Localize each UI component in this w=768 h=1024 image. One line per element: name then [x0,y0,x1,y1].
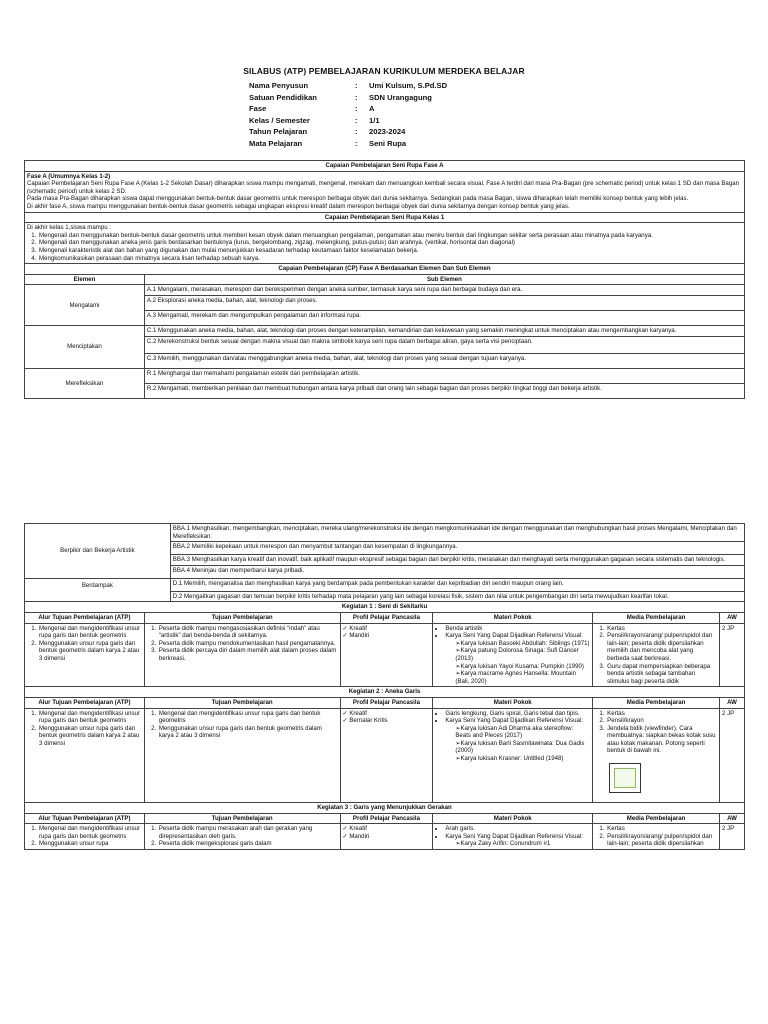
list-item: 1. Peserta didik mampu merasakan arah dan gerakan yang direpresentasikan oleh garis. [158,825,338,840]
atp-cell [25,708,145,803]
sub-elemen: A.1 Mengalami, merasakan, merespon dan bereksperimen dengan aneka sumber, termasuk karya seni rupa dari berbagai budaya dan era. [144,285,744,296]
media-cell [593,623,720,687]
sub-elemen: R.1 Menghargai dan memahami pengalaman estetik dan pembelajaran artistik. [144,368,744,383]
list-item: 1. Mengenal dan mengidentifikasi unsur rupa garis dan bentuk geometris [158,710,338,725]
column-header-atp: Alur Tujuan Pembelajaran (ATP) [25,813,145,824]
atp-cell [25,824,145,850]
column-header-tujuan: Tujuan Pembelajaran [144,813,340,824]
table-row [25,326,745,337]
list-item: 2. Peserta didik mampu mendokumentasikan hasil pengamatannya. [158,640,338,648]
column-header-aw: AW [719,813,744,824]
column-header-materi: Materi Pokok [433,697,593,708]
sub-elemen: A.3 Mengamati, merekam dan mengumpulkan pengalaman dan informasi rupa. [144,311,744,326]
list-item: 3. Guru dapat mempersiapkan beberapa benda artistik sebagai tambahan stimulus bagi peserta didik [606,663,717,686]
field-kelas-semester: Kelas / Semester : 1/1 [249,115,380,125]
list-item: 3. Peserta didik percaya diri dalam memilih alat dalam proses dalam berkreasi. [158,647,338,662]
profil-cell [340,708,433,803]
column-header-media: Media Pembelajaran [593,612,720,623]
kegiatan-3-title: Kegiatan 3 : Garis yang Menunjukkan Gerakan [25,803,745,814]
field-nama-penyusun: Nama Penyusun : Umi Kulsum, S.Pd.SD [249,81,448,90]
sub-elemen: C.2 Merekonstruksi bentuk sesuai dengan makna visual dan makna simbolik karya seni rupa dalam berbagai aliran, gaya serta visi penciptaan. [144,336,744,353]
column-header-media: Media Pembelajaran [593,813,720,824]
table-row [25,708,745,803]
list-item: ✓ Mandiri [343,833,431,841]
list-item: 2. Pensil/krayon/arang/ pulpen/spidol dan lain-lain; peserta didik dipersilahkan memilih dan mencoba alat yang berbeda saat berkreasi. [606,632,717,662]
profil-cell [340,623,433,687]
sub-elemen: A.2 Eksplorasi aneka media, bahan, alat, teknologi dan proses. [144,296,744,311]
materi-cell [433,824,593,850]
table-row [25,578,745,591]
column-header-tujuan: Tujuan Pembelajaran [144,612,340,623]
cp-fase-title: Capaian Pembelajaran Seni Rupa Fase A [25,161,745,172]
list-item: ✓ Kreatif [343,710,431,718]
sub-elemen: R.2 Mengamati, memberikan penilaian dan membuat hubungan antara karya pribadi dan orang lain sebagai bagian dari proses berpikir tingkat tinggi dan bekerja artistik. [144,383,744,398]
cp-elemen-title: Capaian Pembelajaran (CP) Fase A Berdasarkan Elemen Dan Sub Elemen [25,264,745,275]
list-item: 3. Mengenali karakteristik alat dan bahan yang digunakan dan mulai menunjukkan kesadaran terhadap keutamaan faktor keselamatan bekerja. [38,247,742,255]
aw-cell: 2 JP [719,708,744,803]
column-header-atp: Alur Tujuan Pembelajaran (ATP) [25,612,145,623]
column-header-aw: AW [719,697,744,708]
materi-cell [433,708,593,803]
tujuan-cell [144,824,340,850]
list-item: 3. Jendela bidik (viewfinder). Cara membuatnya: siapkan bekas kotak susu atau kotak makanan. Potong seperti bentuk di bawah ini. [606,725,717,755]
list-item: 1. Mengenali dan menggunakan bentuk-bentuk dasar geometris untuk memberi kesan obyek dalam menuangkan pengalaman, pengamatan atau meniru bentuk dari lingkungan sekitar serta perasaan atau minatnya pada karyanya. [38,232,742,240]
tujuan-cell [144,623,340,687]
list-item: 2. Menggunakan unsur rupa garis dan bentuk geometris dalam karya 2 atau 3 dimensi [38,640,142,663]
list-item: ➢ Karya lukisan Krasner: Untitled (1948) [455,755,590,763]
fase-paragraph: Capaian Pembelajaran Seni Rupa Fase A (Kelas 1-2 Sekolah Dasar) diharapkan siswa mampu mengamati, mengenal, merekam dan menuangkan kembali secara visual. Fase A terdiri dari masa Pra-Bagan (pre schematic period) untuk kelas 1 SD dan masa Bagan (schematic period) untuk kelas 2 SD. [27,180,739,195]
list-item: ✓ Kreatif [343,625,431,633]
sub-elemen: D.2 Mengaitkan gagasan dan temuan berpikir kritis terhadap mata pelajaran yang lain sebagai korelasi fisik, sistem dan nilai untuk pengembangan diri serta mewujudkan kearifan lokal. [170,591,744,602]
kegiatan-header-row [25,697,745,708]
elemen-menciptakan: Menciptakan [25,326,145,369]
sub-elemen: C.1 Menggunakan aneka media, bahan, alat, teknologi dan proses dengan keterampilan, kemandirian dan keluwesan yang semakin meningkat untuk menciptakan atau mengembangkan karyanya. [144,326,744,337]
aw-cell: 2 JP [719,623,744,687]
field-tahun-pelajaran: Tahun Pelajaran : 2023-2024 [249,127,406,137]
column-header-media: Media Pembelajaran [593,697,720,708]
list-item: ➢ Karya macrame Agnes Hansella: Mountain (Bali, 2020) [455,670,590,685]
sub-elemen: BBA.1 Menghasilkan, mengembangkan, menciptakan, mereka ulang/merekonstruksi ide dengan mengkomunikasikan ide dengan menggunakan dan menghubungkan hasil proses Mengalami, Menciptakan dan Merefleksikan. [170,524,744,542]
elemen-berdampak: Berdampak [25,578,171,602]
table-row [25,824,745,850]
kegiatan-header-row [25,612,745,623]
list-item: ✓ Mandiri [343,632,431,640]
table-row [25,623,745,687]
field-satuan-pendidikan: Satuan Pendidikan : SDN Urangagung [249,92,432,102]
list-item: • Karya Seni Yang Dapat Dijadikan Referensi Visual: ➢ Karya Zaky Arifin: Conundrum #1 [445,833,590,848]
sub-elemen: D.1 Memilih, menganalisa dan menghasilkan karya yang berdampak pada pembentukan karakter dan kepribadian diri sendiri maupun orang lain. [170,578,744,591]
list-item: ➢ Karya lukisan Basoeki Abdullah: Siblings (1971) [455,640,590,648]
media-cell [593,824,720,850]
column-header-materi: Materi Pokok [433,813,593,824]
list-item: 4. Mengkomunikasikan perasaan dan minatnya secara lisan terhadap sebuah karya. [38,255,742,263]
identity-fields [249,80,447,150]
column-header-tujuan: Tujuan Pembelajaran [144,697,340,708]
list-item: 1. Mengenal dan mengidentifikasi unsur rupa garis dan bentuk geometris [38,625,142,640]
sub-elemen: C.3 Memilih, menggunakan dan/atau menggabungkan aneka media, bahan, alat, teknologi dan proses yang sesuai dengan tujuan karyanya. [144,353,744,368]
list-item: 1. Kertas [606,710,717,718]
cp-kelas-title: Capaian Pembelajaran Seni Rupa Kelas 1 [25,212,745,223]
list-item: ✓ Kreatif [343,825,431,833]
list-item: • Garis lengkung, Garis spiral, Garis tebal dan tipis. [445,710,590,718]
aw-cell: 2 JP [719,824,744,850]
list-item: ➢ Karya lukisan Adi Dharma aka stereoflow: Beats and Pieces (2017) [455,725,590,740]
profil-cell [340,824,433,850]
list-item: 1. Kertas [606,825,717,833]
kelas-list [27,232,742,262]
list-item: 1. Mengenal dan mengidentifikasi unsur rupa garis dan bentuk geometris [38,825,142,840]
atp-table [24,523,745,850]
media-cell [593,708,720,803]
sub-elemen: BBA.4 Meninjau dan memperbarui karya pribadi. [170,565,744,578]
list-item: 2. Menggunakan unsur rupa [38,840,142,848]
list-item: ➢ Karya patung Dolorosa Sinaga: Sufi Dancer (2013) [455,647,590,662]
document-title: SILABUS (ATP) PEMBELAJARAN KURIKULUM MERDEKA BELAJAR [243,66,525,76]
list-item: • Arah garis. [445,825,590,833]
list-item: 2. Peserta didik mengeksplorasi garis dalam [158,840,338,848]
cp-kelas-description [25,223,745,264]
elemen-mengalami: Mengalami [25,285,145,326]
field-mata-pelajaran: Mata Pelajaran : Seni Rupa [249,138,407,148]
column-header-materi: Materi Pokok [433,612,593,623]
list-item: • Karya Seni Yang Dapat Dijadikan Referensi Visual: ➢ Karya lukisan Basoeki Abdullah: Siblings (1971) ➢ Karya patung Dolorosa Sinaga: Sufi Dancer (2013) ➢ Karya lukisan Yayoi Kusama: Pumpkin (1990) ➢ Karya macrame Agnes Hansella: Mountain (Bali, 2020) [445,632,590,685]
list-item: • Karya Seni Yang Dapat Dijadikan Referensi Visual: ➢ Karya lukisan Adi Dharma aka stereoflow: Beats and Pieces (2017) ➢ Karya lukisan Barli Sasmitawinata: Dua Gadis (2000) ➢ Karya lukisan Krasner: Untitled (1948) [445,717,590,763]
elemen-merefleksikan: Merefleksikan [25,368,145,398]
list-item: 2. Menggunakan unsur rupa garis dan bentuk geometris dalam karya 2 atau 3 dimensi [158,725,338,740]
list-item: 1. Mengenal dan mengidentifikasi unsur rupa garis dan bentuk geometris [38,710,142,725]
list-item: ✓ Bernalar Kritis [343,717,431,725]
table-row [25,368,745,383]
viewfinder-image [609,763,641,793]
list-item: 1. Kertas [606,625,717,633]
column-header-aw: AW [719,612,744,623]
kegiatan-header-row [25,813,745,824]
cp-fase-description [25,171,745,212]
column-header-profil: Profil Pelajar Pancasila [340,697,433,708]
list-item: 2. Mengenali dan menggunakan aneka jenis garis berdasarkan bentuknya (lurus, bergelombang, zigzag, melengkung, putus-putus) dan arahnya. (vertikal, horisontal dan diagonal) [38,239,742,247]
kegiatan-1-title: Kegiatan 1 : Seni di Sekitarku [25,602,745,613]
table-row [25,524,745,542]
list-item: ➢ Karya lukisan Barli Sasmitawinata: Dua Gadis (2000) [455,740,590,755]
list-item: 2. Pensil/krayon [606,717,717,725]
viewfinder-window-icon [614,768,636,788]
list-item: ➢ Karya Zaky Arifin: Conundrum #1 [455,840,590,848]
column-header-profil: Profil Pelajar Pancasila [340,813,433,824]
column-header-sub-elemen: Sub Elemen [144,274,744,285]
list-item: 1. Peserta didik mampu mengasosiasikan definisi “indah” atau “artistik” dari benda-benda di sekitarnya. [158,625,338,640]
syllabus-header [0,66,768,148]
tujuan-cell [144,708,340,803]
fase-paragraph: Di akhir fase A, siswa mampu menggunakan bentuk-bentuk dasar geometris sebagai ungkapan ekspresi kreatif dalam merespon berbagai obyek dari dunia sekitarnya dengan konsep bentuk yang jelas. [27,202,570,210]
list-item: • Benda artistik [445,625,590,633]
column-header-profil: Profil Pelajar Pancasila [340,612,433,623]
sub-elemen: BBA.2 Memiliki kepekaan untuk merespon dan menyambut tantangan dan kesempatan di lingkungannya. [170,542,744,555]
field-fase: Fase : A [249,104,375,114]
list-item: ➢ Karya lukisan Yayoi Kusama: Pumpkin (1990) [455,663,590,671]
column-header-atp: Alur Tujuan Pembelajaran (ATP) [25,697,145,708]
cp-table [24,160,745,399]
fase-paragraph: Pada masa Pra-Bagan diharapkan siswa dapat menggunakan bentuk-bentuk dasar geometris untuk merespon berbagai obyek dari dunia sekitarnya. Sedangkan pada masa Bagan, siswa diharapkan telah memiliki konsep bentuk yang lebih jelas. [27,195,689,203]
materi-cell [433,623,593,687]
list-item: 2. Menggunakan unsur rupa garis dan bentuk geometris dalam karya 2 atau 3 dimensi [38,725,142,748]
atp-cell [25,623,145,687]
elemen-berpikir-bekerja-artistik: Berpikir dan Bekerja Artistik [25,524,171,579]
kelas-intro: Di akhir kelas 1,siswa mampu : [27,224,111,232]
table-row [25,285,745,296]
column-header-elemen: Elemen [25,274,145,285]
kegiatan-2-title: Kegiatan 2 : Aneka Garis [25,687,745,698]
sub-elemen: BBA.3 Menghasilkan karya kreatif dan inovatif, baik aplikatif maupun ekspresif sebagai bagian dari berpikir kritis, merasakan dan menghayati serta menggunakan gagasan secara sistematis dan teknologis. [170,555,744,566]
fase-heading: Fase A (Umumnya Kelas 1-2) [27,172,111,180]
list-item: 2. Pensil/krayon/arang/ pulpen/spidol dan lain-lain; peserta didik dipersilahkan [606,833,717,848]
